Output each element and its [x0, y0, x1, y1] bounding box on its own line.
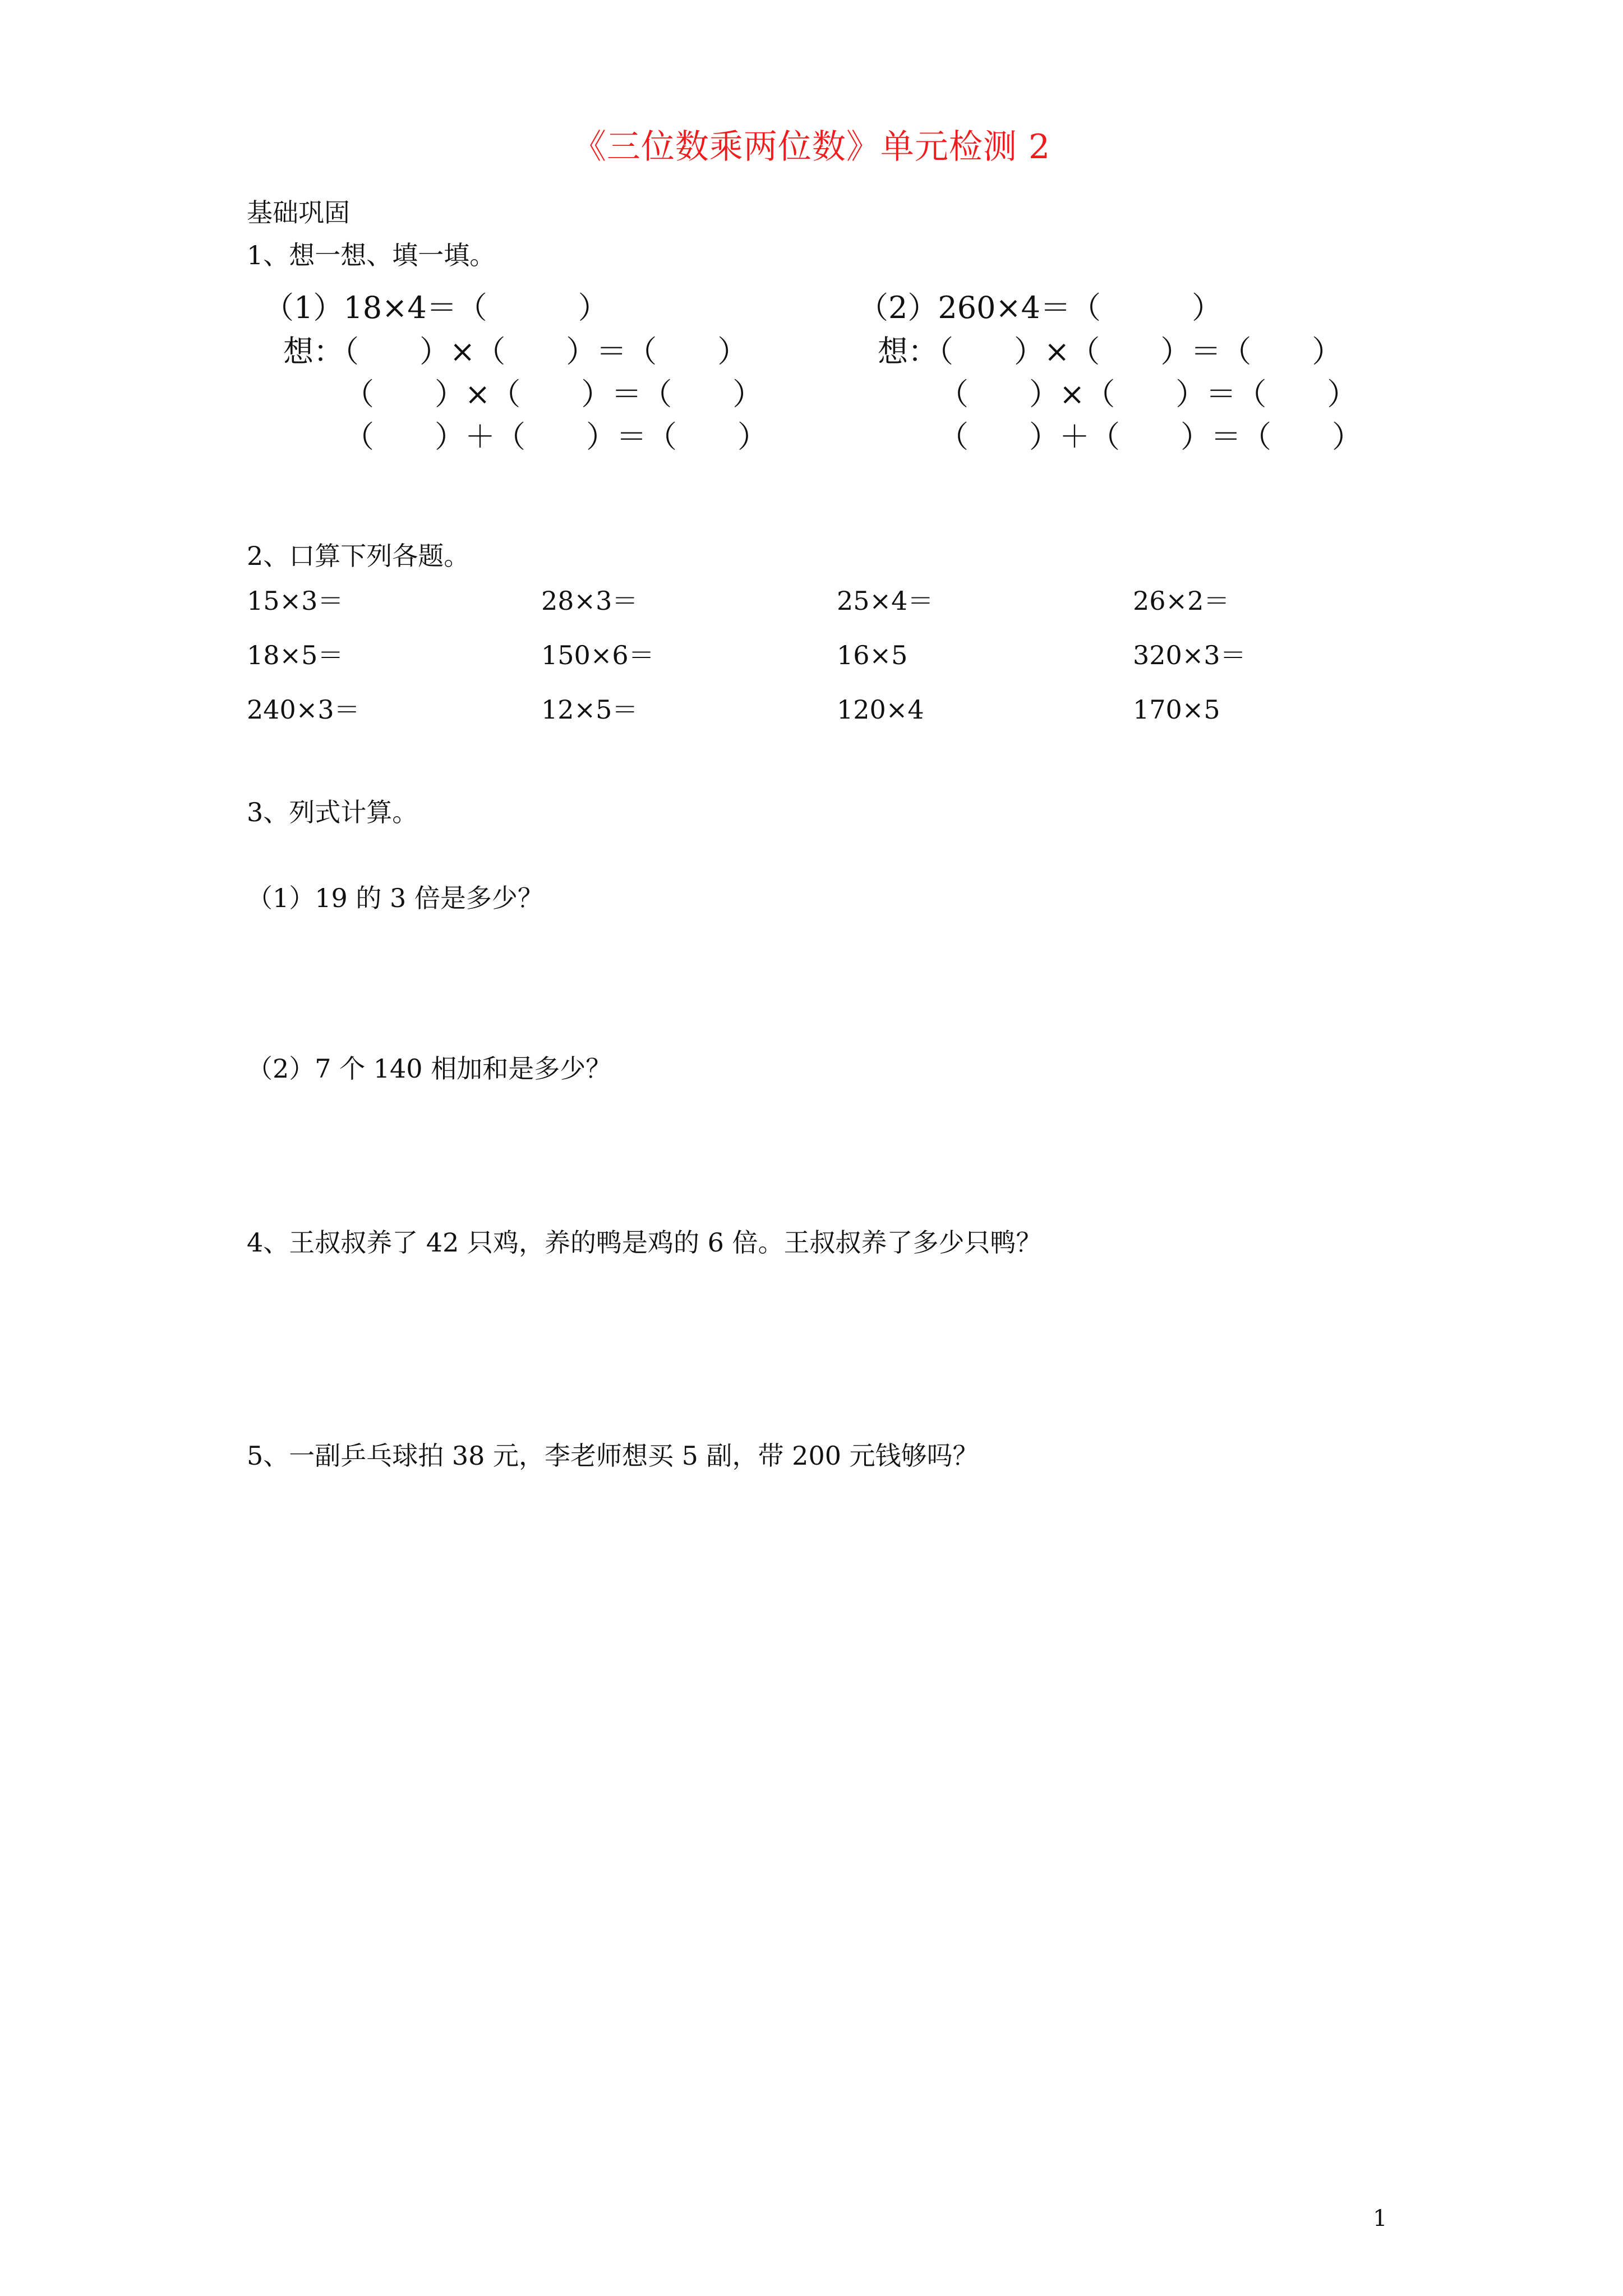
mental-math-item: 28×3＝ [541, 586, 638, 616]
mental-math-item: 120×4 [837, 694, 924, 725]
mental-math-item: 240×3＝ [247, 694, 360, 725]
question-1-part-2-think-line-1: 想：（ ）×（ ）＝（ ） [878, 334, 1343, 369]
question-1-part-1-think-line-2: （ ）×（ ）＝（ ） [344, 376, 763, 412]
question-3-heading: 3、列式计算。 [247, 797, 418, 827]
mental-math-item: 320×3＝ [1133, 640, 1246, 670]
mental-math-item: 16×5 [837, 640, 908, 670]
mental-math-item: 18×5＝ [247, 640, 344, 670]
question-4: 4、王叔叔养了 42 只鸡，养的鸭是鸡的 6 倍。王叔叔养了多少只鸭？ [247, 1227, 1042, 1258]
question-1-part-1-think-line-1: 想：（ ）×（ ）＝（ ） [283, 334, 748, 369]
mental-math-item: 12×5＝ [541, 694, 638, 725]
question-1-part-2-equation: （2）260×4＝（ ） [858, 290, 1223, 325]
question-3-part-2: （2）7 个 140 相加和是多少？ [247, 1053, 612, 1084]
page-title: 《三位数乘两位数》单元检测 2 [572, 127, 1051, 167]
question-3-part-1: （1）19 的 3 倍是多少？ [247, 883, 543, 913]
page-number: 1 [1373, 2206, 1387, 2231]
question-1-part-2-think-line-3: （ ）＋（ ）＝（ ） [938, 419, 1362, 454]
mental-math-item: 15×3＝ [247, 586, 344, 616]
question-1-part-2-think-line-2: （ ）×（ ）＝（ ） [938, 376, 1358, 412]
mental-math-item: 150×6＝ [541, 640, 654, 670]
question-2-heading: 2、口算下列各题。 [247, 541, 470, 571]
question-1-part-1-think-line-3: （ ）＋（ ）＝（ ） [344, 419, 768, 454]
question-1-part-1-equation: （1）18×4＝（ ） [264, 290, 608, 325]
mental-math-item: 170×5 [1133, 694, 1220, 725]
question-1-heading: 1、想一想、填一填。 [247, 240, 496, 270]
mental-math-item: 26×2＝ [1133, 586, 1230, 616]
mental-math-item: 25×4＝ [837, 586, 934, 616]
question-5: 5、一副乒乓球拍 38 元，李老师想买 5 副，带 200 元钱够吗？ [247, 1441, 979, 1471]
section-heading: 基础巩固 [247, 197, 350, 228]
